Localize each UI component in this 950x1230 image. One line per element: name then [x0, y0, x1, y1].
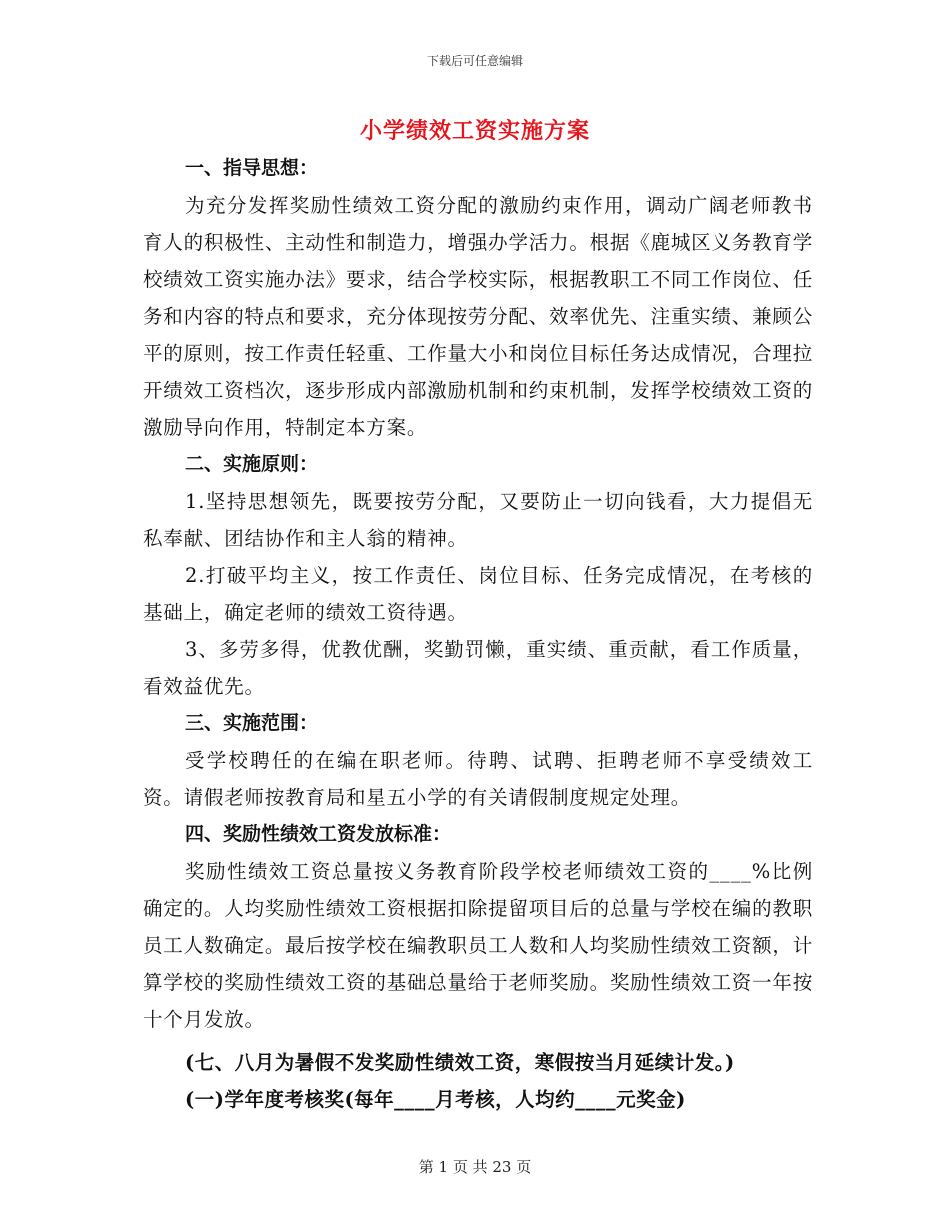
principle-item-3: 3、多劳多得，优教优酬，奖勤罚懒，重实绩、重贡献，看工作质量，看效益优先。 [143, 638, 813, 698]
principle-item-1: 1.坚持思想领先，既要按劳分配，又要防止一切向钱看，大力提倡无私奉献、团结协作和主人翁的精神。 [143, 490, 813, 550]
standards-note: (七、八月为暑假不发奖励性绩效工资，寒假按当月延续计发。) [185, 1051, 735, 1074]
document-body [143, 150, 813, 1118]
annual-assessment-award: (一)学年度考核奖(每年____月考核，人均约____元奖金) [185, 1088, 686, 1111]
section-heading-standards: 四、奖励性绩效工资发放标准： [185, 823, 452, 845]
section-heading-guiding-thought: 一、指导思想： [185, 157, 319, 179]
section-heading-scope: 三、实施范围： [185, 712, 319, 734]
section-heading-principles: 二、实施原则： [185, 453, 319, 475]
principle-item-2: 2.打破平均主义，按工作责任、岗位目标、任务完成情况，在考核的基础上，确定老师的绩效工资待遇。 [143, 564, 813, 624]
header-note: 下载后可任意编辑 [426, 54, 523, 68]
section-paragraph-guiding-thought: 为充分发挥奖励性绩效工资分配的激励约束作用，调动广阔老师教书育人的积极性、主动性和制造力，增强办学活力。根据《鹿城区义务教育学校绩效工资实施办法》要求，结合学校实际，根据教职工不同工作岗位、任务和内容的特点和要求，充分体现按劳分配、效率优先、注重实绩、兼顾公平的原则，按工作责任轻重、工作量大小和岗位目标任务达成情况，合理拉开绩效工资档次，逐步形成内部激励机制和约束机制，发挥学校绩效工资的激励导向作用，特制定本方案。 [143, 194, 813, 439]
document-title: 小学绩效工资实施方案 [359, 118, 590, 144]
section-paragraph-standards: 奖励性绩效工资总量按义务教育阶段学校老师绩效工资的____%比例确定的。人均奖励性绩效工资根据扣除提留项目后的总量与学校在编的教职员工人数确定。最后按学校在编教职员工人数和人均奖励性绩效工资额，计算学校的奖励性绩效工资的基础总量给于老师奖励。奖励性绩效工资一年按十个月发放。 [143, 860, 813, 1031]
page-number-footer: 第 1 页 共 23 页 [418, 1158, 532, 1176]
section-paragraph-scope: 受学校聘任的在编在职老师。待聘、试聘、拒聘老师不享受绩效工资。请假老师按教育局和星五小学的有关请假制度规定处理。 [143, 749, 813, 809]
